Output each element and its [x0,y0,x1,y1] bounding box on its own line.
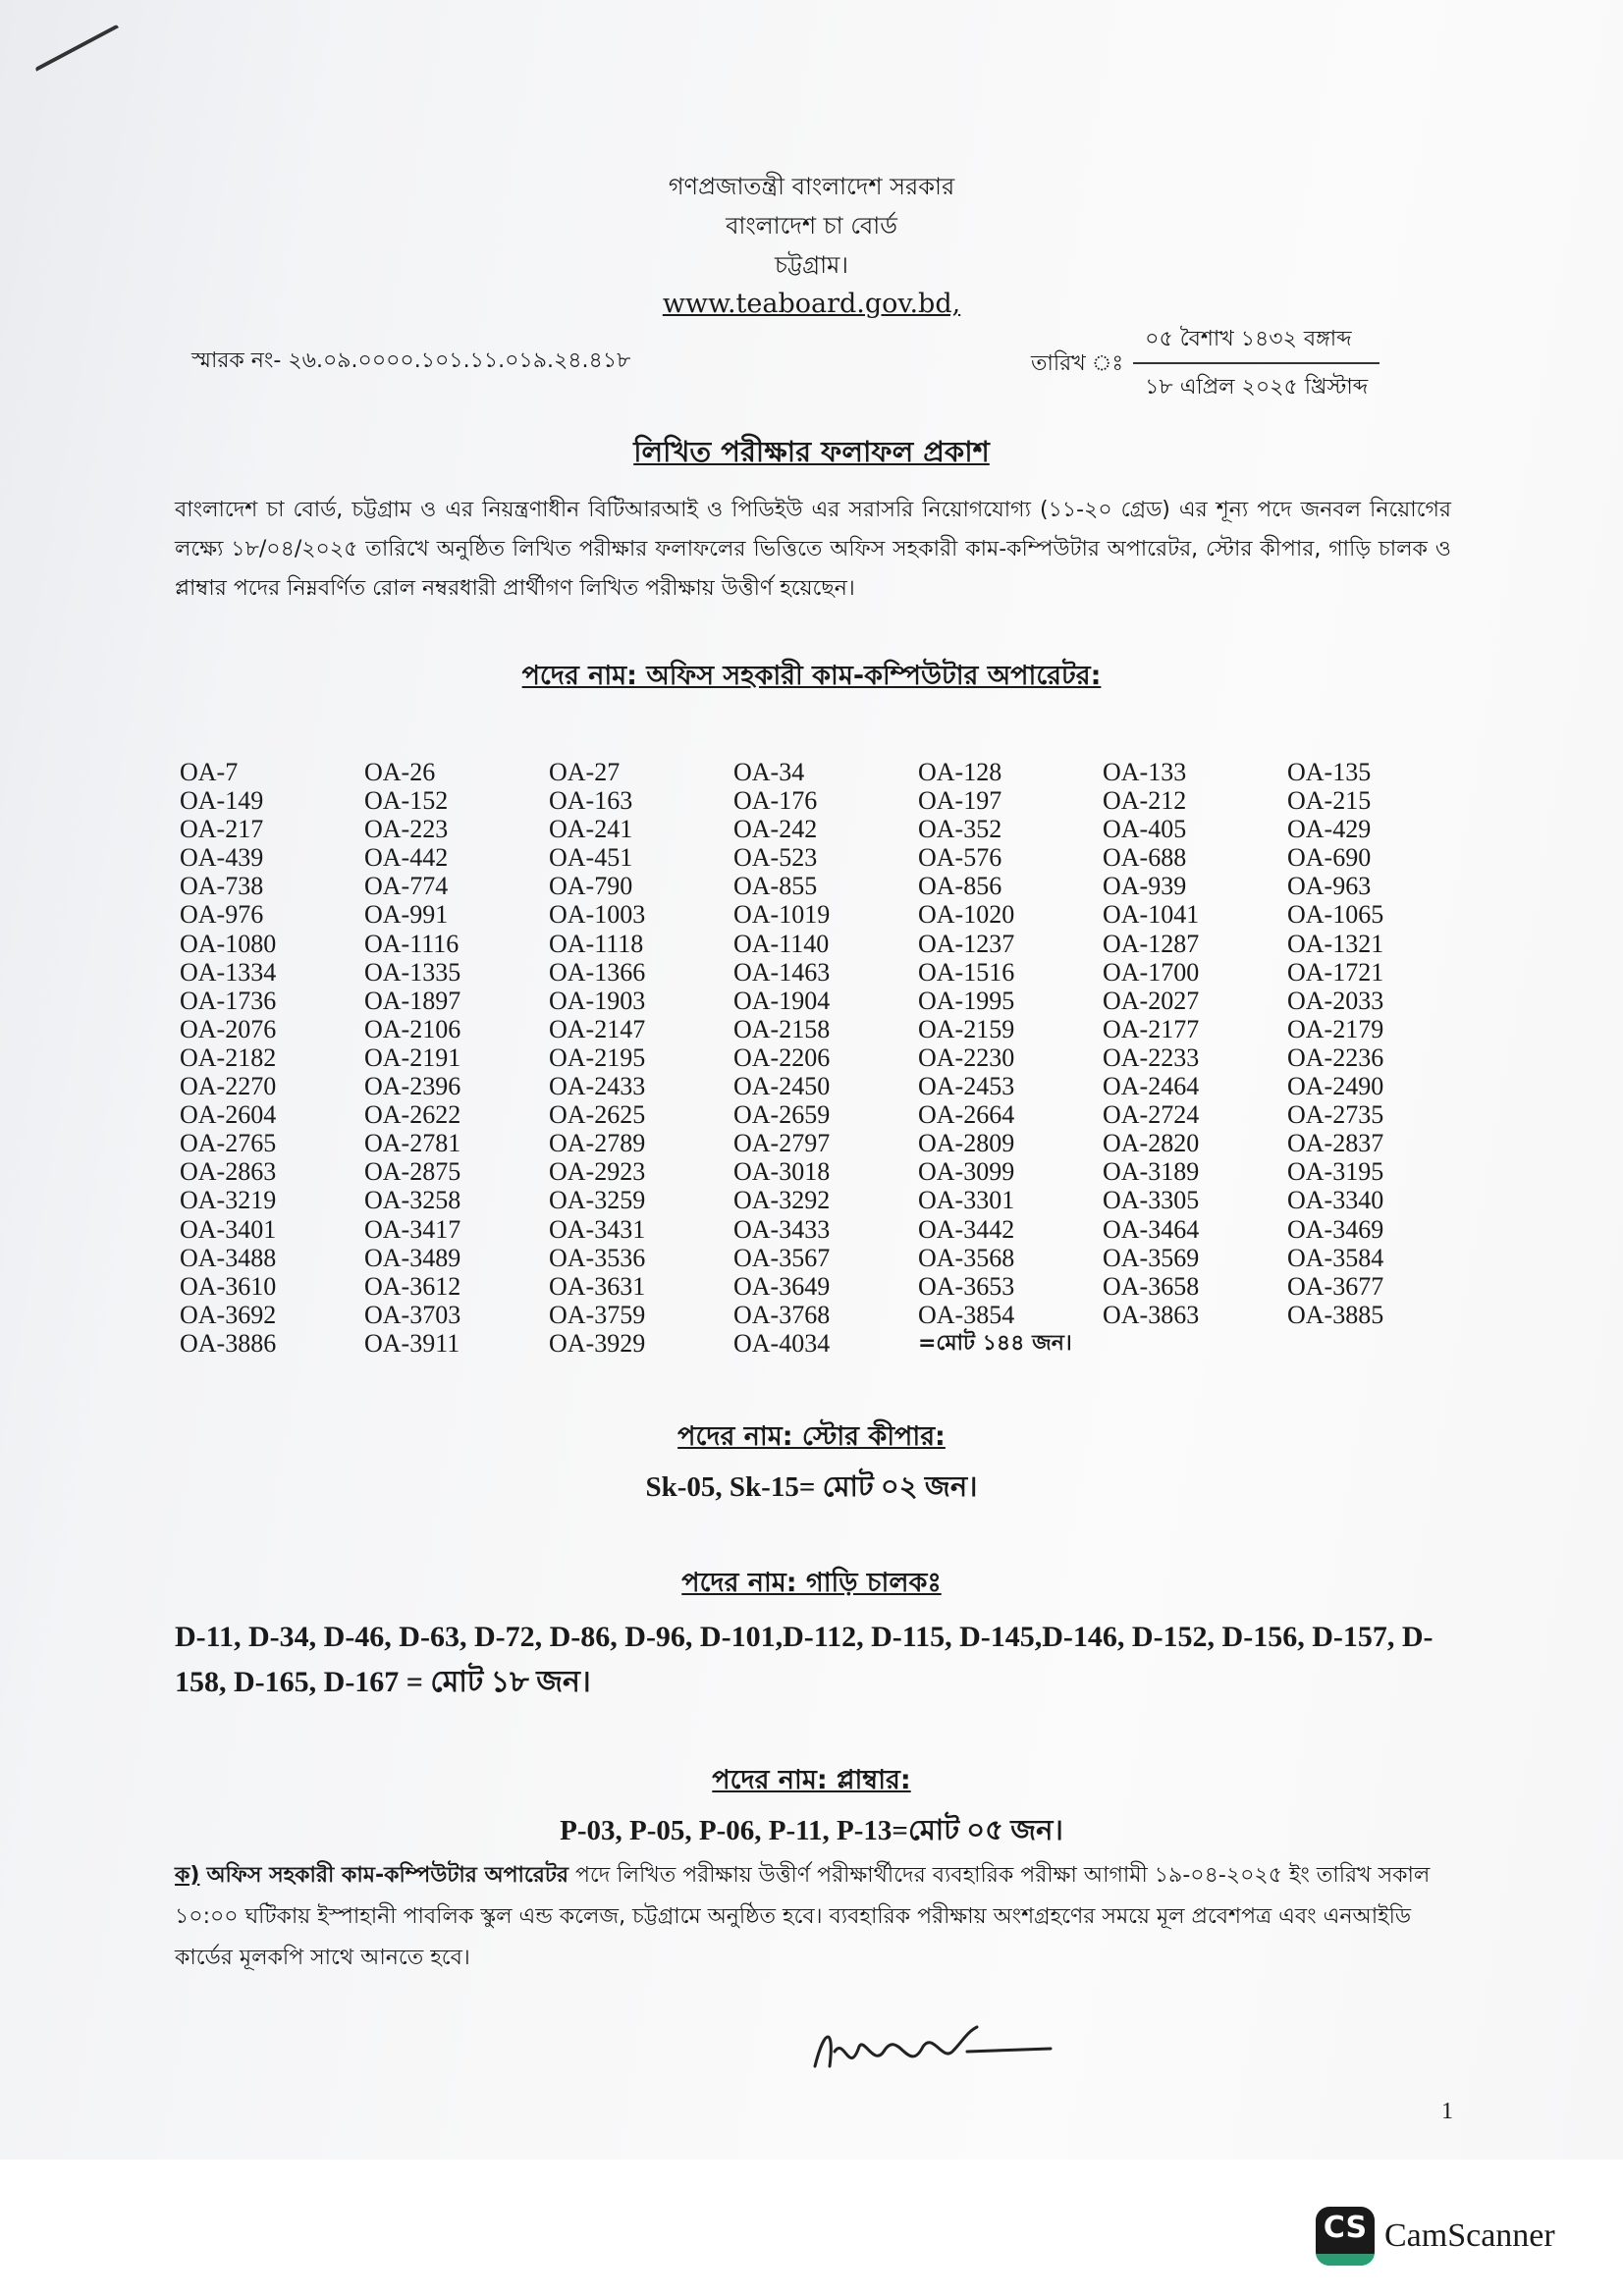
date-label: তারিখ ঃ [1031,350,1124,376]
memo-number: স্মারক নং- ২৬.০৯.০০০০.১০১.১১.০১৯.২৪.৪১৮ [191,348,631,373]
roll-number-cell: OA-3489 [364,1243,461,1272]
roll-number-cell: OA-3442 [918,1214,1015,1244]
organization-name: বাংলাদেশ চা বোর্ড [726,212,897,240]
driver-list: D-11, D-34, D-46, D-63, D-72, D-86, D-96, D-101,D-112, D-115, D-145,D-146, D-152, D-156, D-157, D-158, D-165, D-167 = মোট ১৮ জন। [175,1621,1434,1698]
roll-number-cell: OA-2450 [733,1072,831,1101]
roll-number-cell: OA-405 [1103,815,1187,844]
roll-number-cell: OA-3610 [180,1271,277,1301]
roll-number-cell: OA-963 [1287,872,1372,901]
roll-number-cell: OA-3692 [180,1300,277,1329]
roll-number-cell: OA-2789 [549,1129,646,1158]
roll-number-cell: OA-3195 [1287,1157,1384,1187]
roll-number-cell: OA-991 [364,900,449,930]
note-key: ক) [175,1863,200,1888]
roll-number-cell: OA-2191 [364,1042,461,1072]
document-title: লিখিত পরীক্ষার ফলাফল প্রকাশ [633,435,990,468]
roll-number-cell: OA-2236 [1287,1042,1384,1072]
date-english: ১৮ এপ্রিল ২০২৫ খ্রিস্টাব্দ [1145,375,1369,400]
roll-number-cell: OA-2604 [180,1100,277,1130]
roll-number-cell: OA-939 [1103,872,1187,901]
roll-number-cell: OA-1335 [364,957,461,987]
roll-number-cell: OA-1463 [733,957,831,987]
letterhead [0,167,1623,324]
roll-number-cell: OA-2464 [1103,1072,1200,1101]
roll-number-cell: OA-2230 [918,1042,1015,1072]
roll-number-cell: OA-3189 [1103,1157,1200,1187]
roll-number-cell: OA-3658 [1103,1271,1200,1301]
roll-number-cell: OA-1080 [180,929,277,958]
roll-number-cell: OA-1903 [549,986,646,1015]
roll-number-cell: OA-451 [549,843,633,873]
roll-number-cell: OA-3911 [364,1328,460,1358]
roll-number-cell: OA-3301 [918,1186,1015,1215]
roll-number-cell: OA-3768 [733,1300,831,1329]
roll-number-cell: OA-2735 [1287,1100,1384,1130]
roll-number-cell: OA-2797 [733,1129,831,1158]
roll-number-cell: OA-3464 [1103,1214,1200,1244]
roll-number-cell: OA-26 [364,758,436,786]
roll-number-cell: OA-3340 [1287,1186,1384,1215]
roll-number-cell: OA-176 [733,786,818,816]
roll-number-cell: OA-1118 [549,929,644,958]
roll-number-cell: OA-1700 [1103,957,1200,987]
roll-number-cell: OA-241 [549,815,633,844]
roll-number-cell: OA-690 [1287,843,1372,873]
roll-number-cell: OA-3854 [918,1300,1015,1329]
roll-number-cell: OA-2159 [918,1014,1015,1043]
roll-number-cell: OA-217 [180,815,264,844]
roll-number-cell: OA-2177 [1103,1014,1200,1043]
roll-number-cell: OA-3569 [1103,1243,1200,1272]
roll-number-cell: OA-135 [1287,758,1372,786]
roll-number-cell: OA-3431 [549,1214,646,1244]
roll-number-cell: OA-2182 [180,1042,277,1072]
roll-number-cell: OA-3433 [733,1214,831,1244]
roll-number-cell: OA-439 [180,843,264,873]
roll-number-cell: OA-1041 [1103,900,1200,930]
roll-number-cell: OA-2625 [549,1100,646,1130]
roll-number-cell: OA-2923 [549,1157,646,1187]
roll-number-cell: OA-152 [364,786,449,816]
pen-mark [34,25,126,85]
camscanner-logo-icon: CS [1316,2207,1375,2266]
roll-number-cell: OA-3401 [180,1214,277,1244]
page-number: 1 [1441,2099,1453,2124]
roll-number-cell: OA-2863 [180,1157,277,1187]
roll-number-cell: OA-3305 [1103,1186,1200,1215]
roll-number-cell: OA-3929 [549,1328,646,1358]
roll-number-cell: OA-976 [180,900,264,930]
roll-number-cell: OA-163 [549,786,633,816]
office-assistant-heading: পদের নাম: অফিস সহকারী কাম-কম্পিউটার অপারেটর: [521,661,1102,691]
roll-number-cell: OA-3863 [1103,1300,1200,1329]
roll-number-cell: OA-1116 [364,929,460,958]
signature-image [805,2007,1070,2096]
roll-number-cell: OA-149 [180,786,264,816]
government-name: গণপ্রজাতন্ত্রী বাংলাদেশ সরকার [668,173,955,200]
roll-number-cell: OA-2724 [1103,1100,1200,1130]
plumber-heading: পদের নাম: প্লাম্বার: [712,1765,911,1795]
roll-number-cell: OA-1366 [549,957,646,987]
roll-number-cell: OA-27 [549,758,621,786]
store-keeper-heading: পদের নাম: স্টোর কীপার: [677,1421,946,1452]
roll-number-cell: OA-3612 [364,1271,461,1301]
roll-number-cell: OA-3649 [733,1271,831,1301]
roll-number-cell: OA-3885 [1287,1300,1384,1329]
roll-number-cell: OA-3292 [733,1186,831,1215]
roll-number-cell: OA-855 [733,872,818,901]
driver-heading: পদের নাম: গাড়ি চালকঃ [681,1568,942,1598]
roll-number-cell: OA-4034 [733,1328,831,1358]
roll-number-cell: OA-3417 [364,1214,461,1244]
roll-number-cell: OA-3258 [364,1186,461,1215]
roll-number-cell: OA-1904 [733,986,831,1015]
roll-number-cell: OA-2433 [549,1072,646,1101]
roll-number-cell: OA-1020 [918,900,1015,930]
roll-number-cell: OA-3759 [549,1300,646,1329]
roll-number-cell: OA-856 [918,872,1002,901]
roll-number-cell: OA-197 [918,786,1002,816]
office-assistant-roll-table [180,758,1472,1358]
roll-number-cell: OA-2033 [1287,986,1384,1015]
roll-number-cell: OA-1897 [364,986,461,1015]
roll-number-cell: OA-2106 [364,1014,461,1043]
roll-number-cell: OA-352 [918,815,1002,844]
roll-number-cell: OA-223 [364,815,449,844]
roll-number-cell: OA-1995 [918,986,1015,1015]
roll-number-cell: OA-3703 [364,1300,461,1329]
roll-number-cell: OA-2027 [1103,986,1200,1015]
website-link: www.teaboard.gov.bd, [662,289,961,319]
camscanner-watermark [1316,2207,1555,2266]
roll-number-cell: OA-2158 [733,1014,831,1043]
roll-number-cell: OA-3568 [918,1243,1015,1272]
roll-number-cell: OA-2396 [364,1072,461,1101]
roll-number-cell: OA-133 [1103,758,1187,786]
store-keeper-list: Sk-05, Sk-15= মোট ০২ জন। [645,1471,978,1503]
roll-number-cell: OA-215 [1287,786,1372,816]
roll-number-cell: OA-3886 [180,1328,277,1358]
roll-number-cell: OA-3584 [1287,1243,1384,1272]
roll-number-cell: OA-2453 [918,1072,1015,1101]
practical-exam-note [175,1855,1451,1979]
roll-number-cell: OA-523 [733,843,818,873]
roll-number-cell [1287,1329,1472,1358]
roll-number-cell: OA-2179 [1287,1014,1384,1043]
roll-number-cell: OA-1140 [733,929,830,958]
roll-number-cell: OA-2076 [180,1014,277,1043]
date-bangla: ০৫ বৈশাখ ১৪৩২ বঙ্গাব্দ [1133,322,1380,364]
roll-number-cell: OA-2233 [1103,1042,1200,1072]
roll-number-cell: OA-576 [918,843,1002,873]
roll-number-cell: OA-1019 [733,900,831,930]
roll-number-cell: OA-2781 [364,1129,461,1158]
roll-number-cell: OA-3018 [733,1157,831,1187]
roll-number-cell: OA-242 [733,815,818,844]
camscanner-name: CamScanner [1384,2217,1555,2254]
roll-number-cell: OA-128 [918,758,1002,786]
roll-number-cell: OA-2837 [1287,1129,1384,1158]
roll-number-cell: OA-3488 [180,1243,277,1272]
roll-number-cell: OA-2206 [733,1042,831,1072]
roll-number-cell: OA-2659 [733,1100,831,1130]
city-name: চট্টগ্রাম। [775,251,848,279]
roll-number-cell: OA-2490 [1287,1072,1384,1101]
roll-number-cell: OA-7 [180,758,239,786]
roll-number-cell: OA-3567 [733,1243,831,1272]
roll-number-cell: OA-774 [364,872,449,901]
roll-number-cell: OA-442 [364,843,449,873]
roll-number-cell: OA-738 [180,872,264,901]
roll-number-cell: OA-1003 [549,900,646,930]
roll-number-cell: OA-1721 [1287,957,1384,987]
roll-number-cell [1103,1329,1287,1358]
roll-number-cell: OA-3259 [549,1186,646,1215]
roll-number-cell: OA-429 [1287,815,1372,844]
roll-number-cell: OA-3469 [1287,1214,1384,1244]
roll-number-cell: OA-790 [549,872,633,901]
roll-number-cell: OA-1334 [180,957,277,987]
roll-number-cell: OA-3631 [549,1271,646,1301]
roll-number-cell: OA-1736 [180,986,277,1015]
roll-number-cell: OA-1287 [1103,929,1200,958]
roll-number-cell: OA-1237 [918,929,1015,958]
roll-number-cell: OA-1065 [1287,900,1384,930]
roll-number-cell: OA-2664 [918,1100,1015,1130]
date-block [1031,322,1380,406]
roll-number-cell: OA-2147 [549,1014,646,1043]
roll-number-cell: OA-3536 [549,1243,646,1272]
roll-number-cell: OA-2270 [180,1072,277,1101]
roll-number-cell: OA-2622 [364,1100,461,1130]
roll-number-cell: OA-2820 [1103,1129,1200,1158]
roll-number-cell: OA-3219 [180,1186,277,1215]
plumber-list: P-03, P-05, P-06, P-11, P-13=মোট ০৫ জন। [560,1815,1063,1846]
note-text: পদে লিখিত পরীক্ষায় উত্তীর্ণ পরীক্ষার্থীদের ব্যবহারিক পরীক্ষা আগামী ১৯-০৪-২০২৫ ইং তারিখ সকাল ১০:০০ ঘটিকায় ইস্পাহানী পাবলিক স্কুল এন্ড কলেজ, চট্টগ্রামে অনুষ্ঠিত হবে। ব্যবহারিক পরীক্ষায় অংশগ্রহণের সময়ে মূল প্রবেশপত্র এবং এনআইডি কার্ডের মূলকপি সাথে আনতে হবে। [175,1863,1431,1970]
roll-number-cell: OA-212 [1103,786,1187,816]
intro-paragraph: বাংলাদেশ চা বোর্ড, চট্টগ্রাম ও এর নিয়ন্ত্রণাধীন বিটিআরআই ও পিডিইউ এর সরাসরি নিয়োগযোগ্য (১১-২০ গ্রেড) এর শূন্য পদে জনবল নিয়োগের লক্ষ্যে ১৮/০৪/২০২৫ তারিখে অনুষ্ঠিত লিখিত পরীক্ষার ফলাফলের ভিত্তিতে অফিস সহকারী কাম-কম্পিউটার অপারেটর, স্টোর কীপার, গাড়ি চালক ও প্লাম্বার পদের নিম্নবর্ণিত রোল নম্বরধারী প্রার্থীগণ লিখিত পরীক্ষায় উত্তীর্ণ হয়েছেন। [175,498,1451,601]
roll-number-cell: OA-3653 [918,1271,1015,1301]
roll-number-cell: OA-2765 [180,1129,277,1158]
roll-number-cell: OA-3099 [918,1157,1015,1187]
roll-number-cell: OA-2195 [549,1042,646,1072]
roll-number-cell: OA-3677 [1287,1271,1384,1301]
office-assistant-total: =মোট ১৪৪ জন। [918,1330,1072,1356]
roll-number-cell: OA-34 [733,758,805,786]
roll-number-cell: OA-1321 [1287,929,1384,958]
roll-number-cell: OA-1516 [918,957,1015,987]
roll-number-cell: OA-2809 [918,1129,1015,1158]
roll-number-cell: OA-688 [1103,843,1187,873]
roll-number-cell: OA-2875 [364,1157,461,1187]
note-bold-post: অফিস সহকারী কাম-কম্পিউটার অপারেটর [206,1863,568,1888]
